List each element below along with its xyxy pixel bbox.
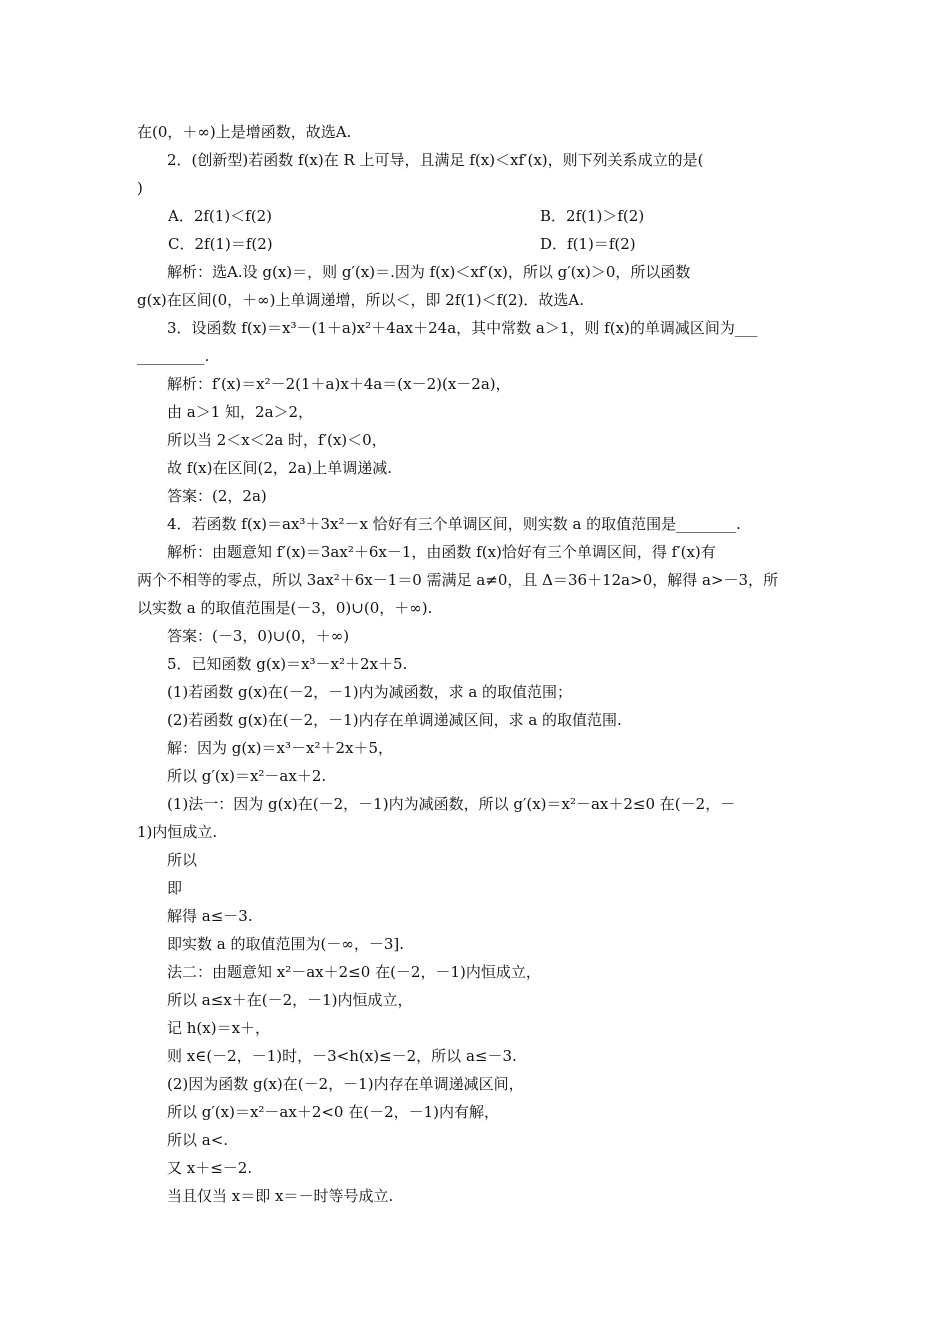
text-line: 1)内恒成立. bbox=[137, 823, 218, 841]
option-c: C．2f(1)＝f(2) bbox=[168, 235, 273, 253]
answer-line: 答案：(－3，0)∪(0，＋∞) bbox=[167, 627, 350, 645]
option-a: A．2f(1)＜f(2) bbox=[168, 207, 272, 225]
text-line: (2)因为函数 g(x)在(－2，－1)内存在单调递减区间， bbox=[167, 1075, 524, 1093]
option-b: B．2f(1)＞f(2) bbox=[540, 207, 645, 225]
text-line: 所以当 2＜x＜2a 时，f′(x)＜0， bbox=[167, 431, 387, 449]
text-line: (1)若函数 g(x)在(－2，－1)内为减函数，求 a 的取值范围； bbox=[167, 683, 573, 701]
solution-line: 解：因为 g(x)＝x³－x²＋2x＋5， bbox=[167, 739, 394, 757]
text-line: (2)若函数 g(x)在(－2，－1)内存在单调递减区间，求 a 的取值范围. bbox=[167, 711, 622, 729]
text-line: 两个不相等的零点，所以 3ax²＋6x－1＝0 需满足 a≠0，且 Δ＝36＋12a>0，解得 a>－3，所 bbox=[137, 571, 779, 589]
text-line: 由 a＞1 知，2a＞2， bbox=[167, 403, 314, 421]
text-line: ) bbox=[137, 179, 143, 197]
text-line: 即 bbox=[167, 879, 183, 897]
text-line: 故 f(x)在区间(2，2a)上单调递减. bbox=[167, 459, 392, 477]
question-2: 2．(创新型)若函数 f(x)在 R 上可导，且满足 f(x)＜xf′(x)，则下列关系成立的是( bbox=[167, 151, 704, 169]
text-line: 即实数 a 的取值范围为(－∞，－3]. bbox=[167, 935, 404, 953]
solution-line: 解析：f′(x)＝x²－2(1＋a)x＋4a＝(x－2)(x－2a)， bbox=[167, 375, 511, 393]
text-line: 所以 a≤x＋在(－2，－1)内恒成立， bbox=[167, 991, 413, 1009]
question-5: 5．已知函数 g(x)＝x³－x²＋2x＋5. bbox=[167, 655, 408, 673]
solution-line: 解析：由题意知 f′(x)＝3ax²＋6x－1，由函数 f(x)恰好有三个单调区间，得 f′(x)有 bbox=[167, 543, 716, 561]
question-4: 4．若函数 f(x)＝ax³＋3x²－x 恰好有三个单调区间，则实数 a 的取值范围是________. bbox=[167, 515, 741, 533]
option-d: D．f(1)＝f(2) bbox=[540, 235, 636, 253]
text-line: g(x)在区间(0，＋∞)上单调递增，所以＜，即 2f(1)＜f(2)．故选A. bbox=[137, 291, 585, 309]
text-line: (1)法一：因为 g(x)在(－2，－1)内为减函数，所以 g′(x)＝x²－ax＋2≤0 在(－2，－ bbox=[167, 795, 736, 813]
text-line: 又 x＋≤－2. bbox=[167, 1159, 253, 1177]
question-3: 3．设函数 f(x)＝x³－(1＋a)x²＋4ax＋24a，其中常数 a＞1，则 f(x)的单调减区间为___ bbox=[167, 319, 758, 337]
text-line: 法二：由题意知 x²－ax＋2≤0 在(－2，－1)内恒成立， bbox=[167, 963, 541, 981]
text-line: 解得 a≤－3. bbox=[167, 907, 253, 925]
text-line: 当且仅当 x＝即 x＝－时等号成立. bbox=[167, 1187, 394, 1205]
text-line: _________. bbox=[137, 347, 210, 365]
text-line: 在(0，＋∞)上是增函数，故选A. bbox=[137, 123, 352, 141]
text-line: 所以 bbox=[167, 851, 198, 869]
answer-line: 答案：(2，2a) bbox=[167, 487, 267, 505]
text-line: 所以 g′(x)＝x²－ax＋2<0 在(－2，－1)内有解， bbox=[167, 1103, 500, 1121]
solution-line: 解析：选A.设 g(x)＝，则 g′(x)＝.因为 f(x)＜xf′(x)，所以 g′(x)＞0，所以函数 bbox=[167, 263, 691, 281]
text-line: 以实数 a 的取值范围是(－3，0)∪(0，＋∞). bbox=[137, 599, 433, 617]
text-line: 所以 a<. bbox=[167, 1131, 229, 1149]
text-line: 记 h(x)＝x＋， bbox=[167, 1019, 271, 1037]
text-line: 则 x∈(－2，－1)时，－3<h(x)≤－2，所以 a≤－3. bbox=[167, 1047, 517, 1065]
text-line: 所以 g′(x)＝x²－ax＋2. bbox=[167, 767, 327, 785]
